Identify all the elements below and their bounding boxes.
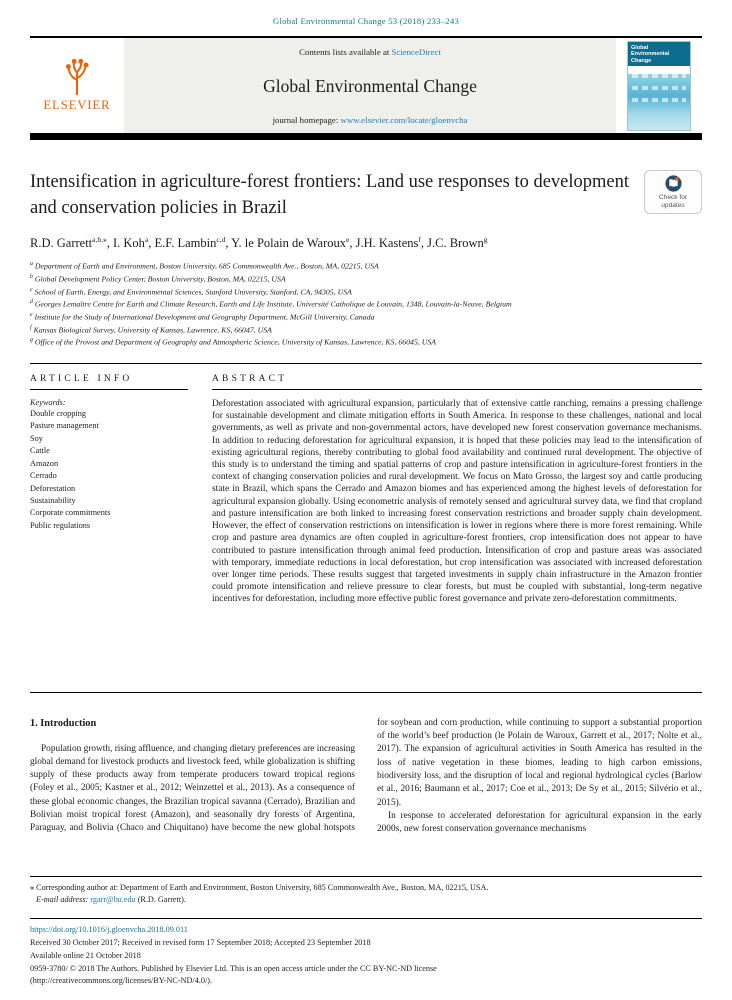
- keyword: Cerrado: [30, 471, 57, 481]
- publication-info-block: [30, 918, 702, 988]
- affiliation: $^g$ Office of the Provost and Department of Geography and Atmospheric Science, University of Kansas, Lawrence, KS, 66045, USA: [30, 337, 437, 347]
- abstract-heading: ABSTRACT: [212, 374, 702, 390]
- homepage-prefix: journal homepage:: [272, 115, 341, 125]
- author: J.H. Kastens$^f$: [355, 235, 421, 251]
- author: Y. le Polain de Waroux$^e$: [231, 235, 350, 251]
- keyword: Corporate commitments: [30, 508, 111, 518]
- journal-homepage-link[interactable]: www.elsevier.com/locate/gloenvcha: [340, 115, 468, 125]
- email-label: E-mail address:: [36, 895, 89, 905]
- journal-citation-link[interactable]: Global Environmental Change 53 (2018) 233–243: [272, 16, 460, 26]
- keyword: Double cropping: [30, 408, 86, 418]
- info-abstract-section: [30, 363, 702, 693]
- paragraph: In response to accelerated deforestation for agricultural expansion in the early 2000s, new forest conservation governance mechanisms: [377, 810, 702, 835]
- license-line: (http://creativecommons.org/licenses/BY-NC-ND/4.0/).: [30, 976, 212, 986]
- email-suffix: (R.D. Garrett).: [137, 895, 186, 905]
- article-info-column: [30, 374, 188, 680]
- affiliation: $^e$ Institute for the Study of International Development and Geography Department, McGill University, Canada: [30, 311, 375, 322]
- elsevier-tree-icon: [60, 58, 94, 96]
- keywords-label: Keywords:: [30, 397, 66, 407]
- available-online: Available online 21 October 2018: [30, 950, 141, 960]
- keyword: Deforestation: [30, 483, 76, 493]
- contents-line: [128, 47, 612, 57]
- affiliation: $^d$ Georges Lemaître Centre for Earth and Climate Research, Earth and Life Institute, Université Catholique de Louvain, 1348, Louvain-la-Neuve, Belgium: [30, 299, 512, 309]
- keyword: Public regulations: [30, 520, 91, 530]
- homepage-line: [128, 115, 612, 125]
- keyword: Pasture management: [30, 421, 99, 431]
- title-row: [30, 170, 702, 221]
- introduction-heading: 1. Introduction: [30, 717, 97, 729]
- keyword: Amazon: [30, 458, 59, 468]
- affiliation: $^a$ Department of Earth and Environment, Boston University, 685 Commonwealth Ave., Boston, MA, 02215, USA: [30, 261, 379, 271]
- author-list: R.D. Garrett$^{a,b,⁎}$, I. Koh$^a$, E.F. Lambin$^{c,d}$, Y. le Polain de Waroux$^e$, J.H. Kastens$^f$, J.C. Brown$^g$: [30, 235, 488, 251]
- introduction-section: [30, 717, 702, 843]
- badge-line2: updates: [661, 202, 685, 210]
- abstract-text: Deforestation associated with agricultural expansion, particularly that of extensive cattle ranching, remains a pressing challenge for sustainable development and climate mitigation efforts in South America. In response to these challenges, national and local governments, as well as private and non-governmental actors, have developed new forest conservation governance mechanisms. In addition to reducing deforestation for agricultural expansion, it is hoped that these policies may lead to the intensification of existing agricultural regions, thereby contributing to global food availability and continued rural development. The objective of this study is to understand the timing and spatial patterns of crop and pasture intensification in agriculture-forest frontiers in the context of changing conservation policies and rural development. We focus on Mato Grosso, the largest soy and cattle producing state in Brazil, which spans the Cerrado and Amazon biomes and has experienced among the highest levels of deforestation for agricultural expansion globally. Using econometric analysis of remotely sensed and agricultural survey data, we find that cropland and pasture intensification are both linked to increasing forest conservation restrictions and broader supply chain development. However, the effect of conservation restrictions on intensification is lower in regions where there is more forest remaining. While crop and pasture area dynamics are often coupled in agriculture-forest frontiers, crop intensification does not appear to have contributed to pasture intensification through animal feed production. Intensification of crop and pasture areas was associated with temporary, immediate reductions in local deforestation, but crop intensification was associated with increased deforestation over longer time periods. These results suggest that targeted investments in supply chain infrastructure in the Amazon frontier could promote intensification and relieve pressure to clear forests, but must be coupled with substantial, long-term negative incentives for deforestation, including more effective public forest governance and private zero-deforestation commitments.: [212, 398, 702, 605]
- cover-masthead: Global Environmental Change: [628, 42, 690, 66]
- author: I. Koh$^a$: [112, 235, 149, 251]
- author: E.F. Lambin$^{c,d}$: [154, 235, 226, 251]
- doi-link[interactable]: https://doi.org/10.1016/j.gloenvcha.2018.09.011: [30, 925, 188, 935]
- journal-header: [30, 36, 702, 140]
- page-footer: [30, 876, 702, 988]
- journal-title: Global Environmental Change: [263, 75, 477, 96]
- badge-line1: Check for: [658, 194, 688, 201]
- cover-art: [628, 74, 690, 131]
- affiliation: $^b$ Global Development Policy Center, Boston University, Boston, MA, 02215, USA: [30, 273, 286, 284]
- affiliation: $^c$ School of Earth, Energy, and Environmental Sciences, Stanford University, Stanford, CA, 94305, USA: [30, 286, 352, 297]
- paragraph: Population growth, rising affluence, and changing dietary preferences are increasing global demand for livestock products and livestock feed, while globalization is shifting supply of these products away from temperate producers toward tropical regions (Foley et al., 2005; Kastner et al., 2012; Weinzettel et al., 2013). As a consequence of these global economic changes, the Brazilian tropical savanna (Cerrado), Brazilian and Bolivian moist tropical forest (Amazon), and seasonally dry forests of Argentina, Paraguay, and Bolivia (Chaco and Chiquitano) have become the new global hotspots for soybean and corn production, while continuing to support a substantial proportion of the world’s beef production (le Polain de Waroux, Garrett et al., 2017; Nolte et al., 2017). The expansion of agricultural activities in South America has resulted in the loss of native vegetation in these biomes, leading to high carbon emissions, biodiversity loss, and the disruption of local and regional hydrological cycles (Barlow et al., 2016; Baumann et al., 2017; Coe et al., 2013; De Sy et al., 2015; Silvério et al., 2015).: [30, 717, 702, 834]
- journal-cover-thumbnail: [627, 41, 691, 131]
- contents-prefix: Contents lists available at: [299, 47, 392, 57]
- sciencedirect-link[interactable]: ScienceDirect: [391, 47, 441, 57]
- keyword: Soy: [30, 433, 43, 443]
- author: R.D. Garrett$^{a,b,⁎}$: [30, 235, 107, 251]
- abstract-column: [212, 374, 702, 680]
- affiliation: $^f$ Kansas Biological Survey, University of Kansas, Lawrence, KS, 66047, USA: [30, 324, 272, 335]
- email-line: [30, 894, 702, 906]
- copyright-line: 0959-3780/ © 2018 The Authors. Published by Elsevier Ltd. This is an open access article under the CC BY-NC-ND license: [30, 963, 437, 973]
- corresponding-author-note: ⁎ Corresponding author at: Department of Earth and Environment, Boston University, 685 Commonwealth Ave., Boston, MA, 02215, USA.: [30, 882, 489, 892]
- keyword-list: [30, 408, 188, 532]
- crossmark-icon: [665, 175, 682, 192]
- received-dates: Received 30 October 2017; Received in revised form 17 September 2018; Accepted 23 September 2018: [30, 938, 371, 948]
- check-for-updates-badge[interactable]: [644, 170, 702, 214]
- elsevier-wordmark: ELSEVIER: [43, 98, 111, 112]
- affiliation-list: [30, 260, 702, 349]
- article-info-heading: ARTICLE INFO: [30, 374, 188, 390]
- email-link[interactable]: rgarr@bu.edu: [90, 895, 136, 905]
- journal-cover: [616, 38, 702, 133]
- article-title: Intensification in agriculture-forest frontiers: Land use responses to development and conservation policies in Brazil: [30, 172, 630, 218]
- elsevier-logo: [30, 38, 124, 133]
- journal-masthead: [124, 38, 616, 133]
- footnote-block: [30, 876, 702, 907]
- author: J.C. Brown$^g$: [427, 235, 488, 251]
- keyword: Cattle: [30, 446, 50, 456]
- keyword: Sustainability: [30, 495, 76, 505]
